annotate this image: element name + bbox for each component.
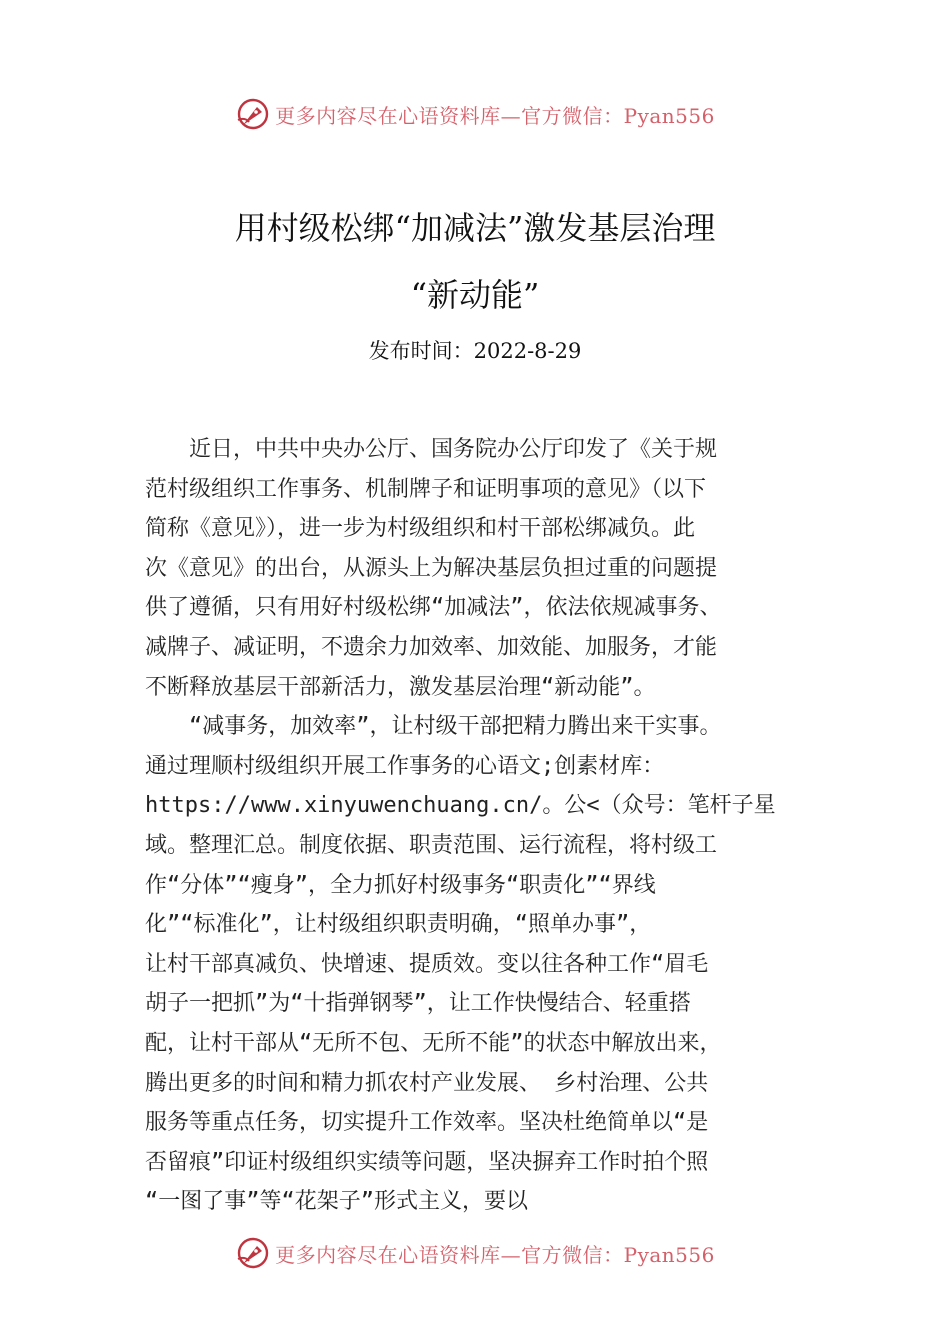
body-line: 通过理顺村级组织开展工作事务的心语文;创素材库： xyxy=(145,753,665,779)
article-title-line1: 用村级松绑“加减法”激发基层治理 xyxy=(234,209,716,247)
body-line: 胡子一把抓”为“十指弹钢琴”，让工作快慢结合、轻重搭 xyxy=(145,991,691,1017)
body-line: 化”“标准化”，让村级组织职责明确，“照单办事”， xyxy=(145,912,652,938)
body-line: 作“分体”“瘦身”，全力抓好村级事务“职责化”“界线 xyxy=(145,872,656,898)
article-body xyxy=(145,430,815,1222)
body-line: 配，让村干部从“无所不包、无所不能”的状态中解放出来， xyxy=(145,1030,722,1056)
body-line: 减牌子、减证明，不遗余力加效率、加效能、加服务，才能 xyxy=(145,634,718,660)
body-line: 腾出更多的时间和精力抓农村产业发展、 乡村治理、公共 xyxy=(145,1070,709,1096)
body-line: 服务等重点任务，切实提升工作效率。坚决杜绝简单以“是 xyxy=(145,1110,709,1136)
body-line: 供了遵循，只有用好村级松绑“加减法”，依法依规减事务、 xyxy=(145,595,722,621)
body-line: 简称《意见》），进一步为村级组织和村干部松绑减负。此 xyxy=(145,516,696,542)
body-line: 不断释放基层干部新活力，激发基层治理“新动能”。 xyxy=(145,674,656,700)
body-line: 让村干部真减负、快增速、提质效。变以往各种工作“眉毛 xyxy=(145,951,709,977)
watermark-text: 更多内容尽在心语资料库—官方微信：Pyan556 xyxy=(275,103,715,128)
publish-date: 发布时间：2022-8-29 xyxy=(368,339,582,363)
body-line-url: https://www.xinyuwenchuang.cn/。公<（众号：笔杆子星 xyxy=(145,793,776,819)
header-watermark xyxy=(0,94,950,134)
pen-nib-logo-icon xyxy=(235,1235,271,1271)
body-line: 范村级组织工作事务、机制牌子和证明事项的意见》（以下 xyxy=(145,476,707,502)
body-line: “减事务，加效率”，让村级干部把精力腾出来干实事。 xyxy=(145,714,722,740)
body-line: “一图了事”等“花架子”形式主义，要以 xyxy=(145,1189,528,1215)
body-line: 域。整理汇总。制度依据、职责范围、运行流程，将村级工 xyxy=(145,832,718,858)
article-title-line2: “新动能” xyxy=(410,276,540,314)
footer-watermark xyxy=(0,1233,950,1273)
pen-nib-logo-icon xyxy=(235,96,271,132)
body-line: 次《意见》的出台，从源头上为解决基层负担过重的问题提 xyxy=(145,555,718,581)
watermark-text: 更多内容尽在心语资料库—官方微信：Pyan556 xyxy=(275,1242,715,1267)
body-line: 否留痕”印证村级组织实绩等问题，坚决摒弃工作时拍个照 xyxy=(145,1149,709,1175)
body-line: 近日，中共中央办公厅、国务院办公厅印发了《关于规 xyxy=(145,437,718,462)
